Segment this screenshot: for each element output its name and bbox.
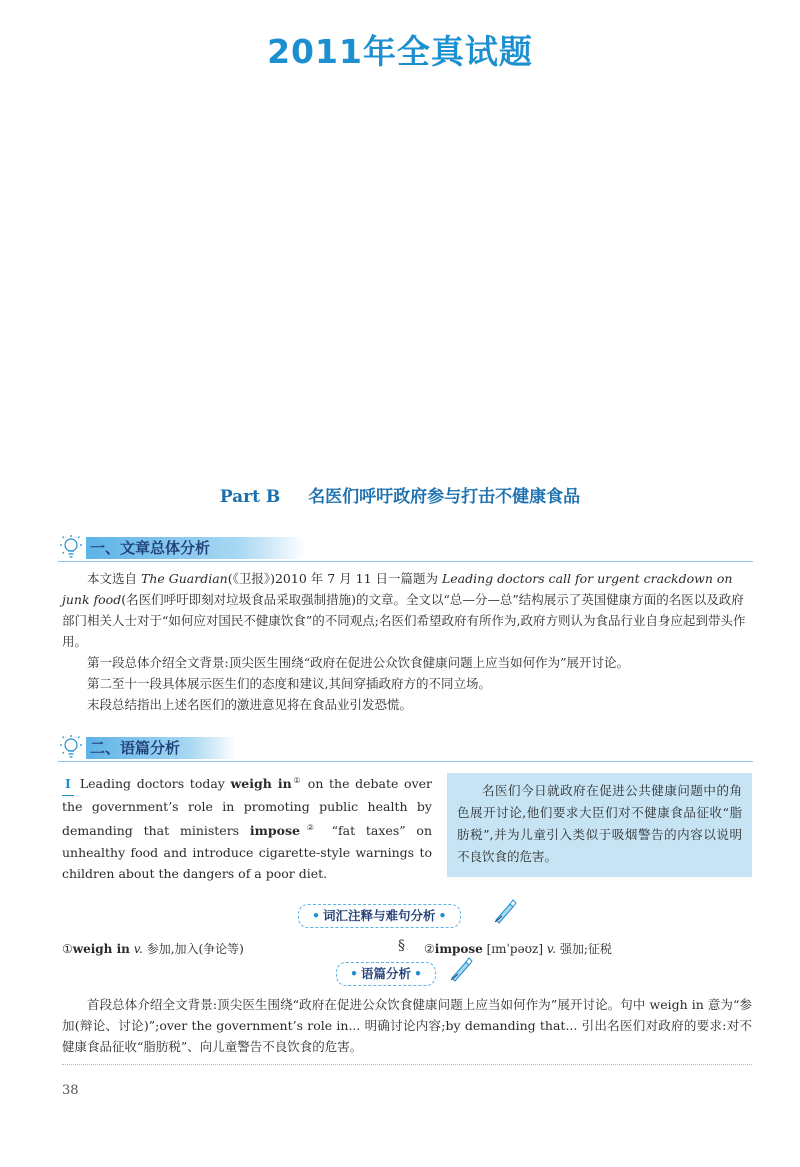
section-heading-label: 一、文章总体分析 bbox=[90, 539, 211, 557]
overall-analysis-body bbox=[62, 568, 752, 715]
section-heading-overall-analysis bbox=[58, 533, 753, 562]
part-heading bbox=[0, 482, 800, 507]
vocab-subheading: • 词汇注释与难句分析 • bbox=[298, 904, 461, 928]
lightbulb-icon bbox=[58, 733, 88, 761]
analysis-subheading: • 语篇分析 • bbox=[336, 962, 436, 986]
term-weigh-in: weigh in bbox=[230, 776, 292, 792]
separator-icon: § bbox=[398, 938, 405, 954]
page-title: 2011年全真试题 bbox=[267, 32, 533, 71]
article-title: Leading doctors call for urgent crackdown on junk food bbox=[62, 571, 733, 607]
section-heading-discourse-analysis bbox=[58, 733, 753, 762]
vocab-item-2: ②impose [ɪmˈpəʊz] v. 强加;征税 bbox=[424, 942, 612, 956]
part-label: Part B bbox=[219, 487, 281, 507]
analysis-text: 首段总体介绍全文背景:顶尖医生围绕“政府在促进公众饮食健康问题上应当如何作为”展开讨论。句中 weigh in 意为“参加(辩论、讨论)”;over the government’s role in... 明确讨论内容;by demanding that... 引出名医们对政府的要求:对不健康食品征收“脂肪税”、向儿童警告不良饮食的危害。 bbox=[62, 997, 752, 1054]
part-title: 名医们呼吁政府参与打击不健康食品 bbox=[308, 487, 581, 507]
divider bbox=[62, 1064, 752, 1065]
english-passage: I Leading doctors today weigh in① on the debate over the government’s role in promoting public health by demanding that ministers impose② “fat taxes” on unhealthy food and introduce cigarette-style warnings to children about the dangers of a poor diet. bbox=[62, 770, 432, 885]
section-heading-label: 二、语篇分析 bbox=[90, 739, 181, 757]
vocab-item-1: ①weigh in v. 参加,加入(争论等) bbox=[62, 942, 244, 956]
overall-paragraph-3: 第二至十一段具体展示医生们的态度和建议,其间穿插政府方的不同立场。 bbox=[87, 676, 491, 691]
paragraph-numeral: I bbox=[62, 773, 74, 796]
translation-box: 名医们今日就政府在促进公共健康问题中的角色展开讨论,他们要求大臣们对不健康食品征收“脂肪税”,并为儿童引入类似于吸烟警告的内容以说明不良饮食的危害。 bbox=[447, 773, 752, 877]
source-name: The Guardian bbox=[140, 571, 228, 586]
overall-paragraph-1: 本文选自 The Guardian(《卫报》)2010 年 7 月 11 日一篇题为 Leading doctors call for urgent crackdown on junk food(名医们呼吁即刻对垃圾食品采取强制措施)的文章。全文以“总—分—总”结构展示了英国健康方面的名医以及政府部门相关人士对于“如何应对国民不健康饮食”的不同观点;名医们希望政府有所作为,政府方则认为食品行业自身应起到带头作用。 bbox=[62, 571, 746, 649]
overall-paragraph-4: 末段总结指出上述名医们的激进意见将在食品业引发恐慌。 bbox=[87, 697, 413, 712]
pen-icon bbox=[492, 898, 518, 924]
lightbulb-icon bbox=[58, 533, 88, 561]
term-impose: impose bbox=[249, 823, 300, 839]
page-number: 38 bbox=[62, 1083, 79, 1098]
pen-icon bbox=[448, 956, 474, 982]
overall-paragraph-2: 第一段总体介绍全文背景:顶尖医生围绕“政府在促进公众饮食健康问题上应当如何作为”展开讨论。 bbox=[87, 655, 629, 670]
